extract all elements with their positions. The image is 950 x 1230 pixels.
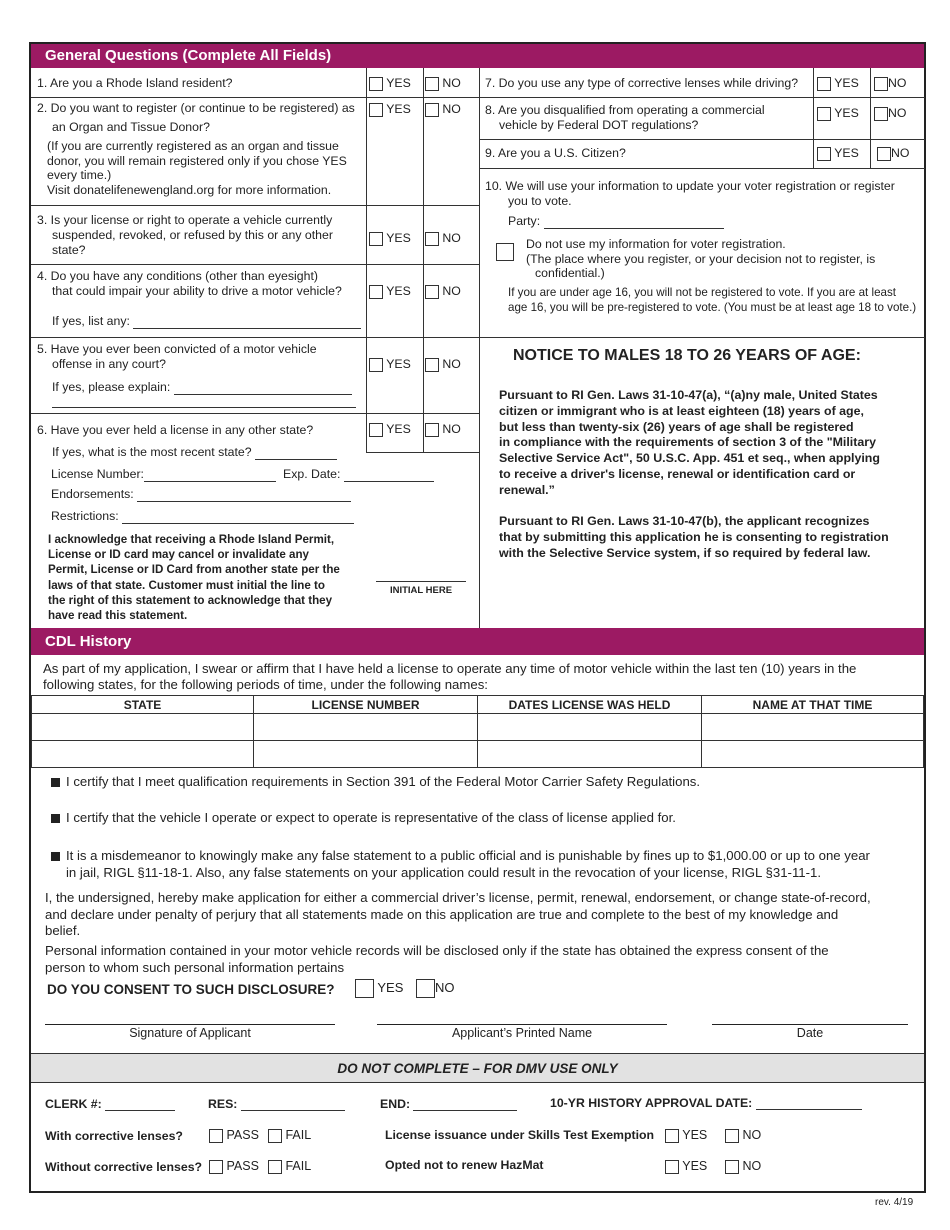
- q4-no-checkbox[interactable]: [425, 285, 439, 299]
- without-lenses-label: Without corrective lenses?: [45, 1160, 203, 1174]
- certification-2: I certify that the vehicle I operate or expect to operate is representative of the class of license applied for.: [51, 810, 676, 825]
- with-lenses-label: With corrective lenses?: [45, 1129, 183, 1143]
- with-lenses-pass-checkbox[interactable]: [209, 1129, 223, 1143]
- q4-yes-checkbox[interactable]: [369, 285, 383, 299]
- end-field[interactable]: END:: [380, 1097, 517, 1111]
- q8-yes-checkbox[interactable]: [817, 107, 831, 121]
- cdl-history-table: [31, 695, 924, 768]
- consent-yes-checkbox[interactable]: [355, 979, 374, 998]
- cdl-table-header-row: [32, 696, 924, 714]
- table-cell[interactable]: [32, 714, 254, 741]
- cdl-history-header: CDL History: [31, 628, 924, 655]
- table-cell[interactable]: [702, 741, 924, 768]
- hazmat-yes-checkbox[interactable]: [665, 1160, 679, 1174]
- q2-yes-checkbox[interactable]: [369, 103, 383, 117]
- notice-paragraph-1: Pursuant to RI Gen. Laws 31-10-47(a), “(a)ny male, United States citizen or immigrant who is at least eighteen (18) years of age, but less than twenty-six (26) years of age shall be registered in compliance with the requirements of section 3 of the "Military Selective Service Act", 50 U.S.C. App. 451 et seq., when applying to receive a driver's license, renewal or identification card or renewal.”: [499, 388, 880, 497]
- col-name-at-time: NAME AT THAT TIME: [702, 696, 924, 714]
- q6-endorsements-field[interactable]: Endorsements:: [51, 487, 351, 502]
- dmv-use-only-header: DO NOT COMPLETE – FOR DMV USE ONLY: [31, 1053, 924, 1083]
- col-dates-held: DATES LICENSE WAS HELD: [478, 696, 702, 714]
- q2-no-checkbox[interactable]: [425, 103, 439, 117]
- yes-label: YES: [386, 76, 411, 90]
- res-field[interactable]: RES:: [208, 1097, 345, 1111]
- question-2: 2. Do you want to register (or continue to be registered) as an Organ and Tissue Donor? (If you are currently registered as an organ and tissue donor, you will remain registered only if you chose YES every time.) Visit donatelifenewengland.org for more information.: [37, 101, 355, 197]
- consent-no-checkbox[interactable]: [416, 979, 435, 998]
- certification-3: It is a misdemeanor to knowingly make any false statement to a public official and is punishable by fines up to $1,000.00 or up to one year in jail, RIGL §11-18-1. Also, any false statements on your application could result in the revocation of your license, RIGL §31-11-1.: [51, 848, 870, 881]
- q10-age-note: If you are under age 16, you will not be registered to vote. If you are at least age 16, you will be pre-registered to vote. (You must be at least age 18 to vote.): [508, 286, 917, 314]
- table-cell[interactable]: [702, 714, 924, 741]
- skills-yes-checkbox[interactable]: [665, 1129, 679, 1143]
- date-line[interactable]: [712, 1024, 908, 1025]
- clerk-field[interactable]: CLERK #:: [45, 1097, 175, 1111]
- table-cell[interactable]: [478, 714, 702, 741]
- bullet-icon: [51, 852, 60, 861]
- question-7: 7. Do you use any type of corrective lenses while driving?: [485, 76, 799, 90]
- no-label: NO: [442, 76, 461, 90]
- printed-name-label: Applicant’s Printed Name: [451, 1026, 593, 1040]
- question-9: 9. Are you a U.S. Citizen?: [485, 146, 626, 160]
- signature-line[interactable]: [45, 1024, 335, 1025]
- question-6: 6. Have you ever held a license in any other state?: [37, 423, 314, 437]
- q4-list-field[interactable]: If yes, list any:: [52, 314, 361, 329]
- bullet-icon: [51, 778, 60, 787]
- question-8: 8. Are you disqualified from operating a commercial vehicle by Federal DOT regulations?: [485, 103, 765, 132]
- q6-recent-state-field[interactable]: If yes, what is the most recent state?: [52, 445, 337, 460]
- cdl-intro: As part of my application, I swear or affirm that I have held a license to operate any time of motor vehicle within the last ten (10) years in the following states, for the following periods of time, under the following names:: [43, 661, 857, 692]
- acknowledgement-statement: I acknowledge that receiving a Rhode Island Permit, License or ID card may cancel or invalidate any Permit, License or ID Card from another state per the laws of that state. Customer must initial the line to the right of this statement to acknowledge that they have read this statement.: [48, 533, 340, 623]
- notice-paragraph-2: Pursuant to RI Gen. Laws 31-10-47(b), the applicant recognizes that by submitting this application he is consenting to registration with the Selective Service system, if so required by federal law.: [499, 514, 889, 560]
- q3-yes-checkbox[interactable]: [369, 232, 383, 246]
- initial-here-label: INITIAL HERE: [389, 585, 453, 596]
- consent-question: DO YOU CONSENT TO SUCH DISCLOSURE?: [47, 982, 335, 997]
- q1-no-checkbox[interactable]: [425, 77, 439, 91]
- question-4: 4. Do you have any conditions (other than eyesight) that could impair your ability to drive a motor vehicle?: [37, 269, 342, 298]
- personal-info-notice: Personal information contained in your motor vehicle records will be disclosed only if the state has obtained the express consent of the person to whom such personal information pertains: [45, 943, 829, 975]
- question-10: 10. We will use your information to update your voter registration or register you to vote.: [485, 179, 895, 208]
- date-label: Date: [796, 1026, 824, 1040]
- col-state: STATE: [32, 696, 254, 714]
- q10-opt-out-text: Do not use my information for voter registration. (The place where you register, or your decision not to register, is confidential.): [526, 237, 876, 280]
- printed-name-line[interactable]: [377, 1024, 667, 1025]
- table-row: [32, 714, 924, 741]
- without-lenses-pass-checkbox[interactable]: [209, 1160, 223, 1174]
- q7-no-checkbox[interactable]: [874, 77, 888, 91]
- table-row: [32, 741, 924, 768]
- table-cell[interactable]: [32, 741, 254, 768]
- q6-restrictions-field[interactable]: Restrictions:: [51, 509, 354, 524]
- col-license-number: LICENSE NUMBER: [254, 696, 478, 714]
- table-cell[interactable]: [254, 741, 478, 768]
- q10-party-field[interactable]: Party:: [508, 214, 724, 229]
- question-1: 1. Are you a Rhode Island resident?: [37, 76, 233, 90]
- q6-exp-date-field[interactable]: Exp. Date:: [283, 467, 434, 482]
- revision-label: rev. 4/19: [875, 1197, 914, 1208]
- question-5: 5. Have you ever been convicted of a motor vehicle offense in any court?: [37, 342, 317, 371]
- notice-title: NOTICE TO MALES 18 TO 26 YEARS OF AGE:: [513, 347, 861, 364]
- q7-yes-checkbox[interactable]: [817, 77, 831, 91]
- q8-no-checkbox[interactable]: [874, 107, 888, 121]
- question-3: 3. Is your license or right to operate a vehicle currently suspended, revoked, or refused by this or any other state?: [37, 213, 333, 257]
- q5-explain-field[interactable]: If yes, please explain:: [52, 380, 352, 395]
- signature-label: Signature of Applicant: [129, 1026, 251, 1040]
- q6-yes-checkbox[interactable]: [369, 423, 383, 437]
- q5-no-checkbox[interactable]: [425, 358, 439, 372]
- q6-license-number-field[interactable]: License Number:: [51, 467, 276, 482]
- q9-no-checkbox[interactable]: [877, 147, 891, 161]
- table-cell[interactable]: [254, 714, 478, 741]
- declaration: I, the undersigned, hereby make application for either a commercial driver’s license, permit, renewal, endorsement, or change state-of-record, and declare under penalty of perjury that all statements made on this application are true and complete to the best of my knowledge and belief.: [45, 890, 871, 938]
- q9-yes-checkbox[interactable]: [817, 147, 831, 161]
- q1-yes-checkbox[interactable]: [369, 77, 383, 91]
- without-lenses-fail-checkbox[interactable]: [268, 1160, 282, 1174]
- with-lenses-fail-checkbox[interactable]: [268, 1129, 282, 1143]
- q10-opt-out-checkbox[interactable]: [496, 243, 514, 261]
- bullet-icon: [51, 814, 60, 823]
- skills-test-label: License issuance under Skills Test Exemption: [385, 1128, 655, 1142]
- q3-no-checkbox[interactable]: [425, 232, 439, 246]
- table-cell[interactable]: [478, 741, 702, 768]
- certification-1: I certify that I meet qualification requirements in Section 391 of the Federal Motor Carrier Safety Regulations.: [51, 774, 700, 789]
- q5-yes-checkbox[interactable]: [369, 358, 383, 372]
- hazmat-no-checkbox[interactable]: [725, 1160, 739, 1174]
- general-questions-header: General Questions (Complete All Fields): [31, 44, 924, 68]
- q6-no-checkbox[interactable]: [425, 423, 439, 437]
- initial-line[interactable]: [376, 581, 466, 582]
- skills-no-checkbox[interactable]: [725, 1129, 739, 1143]
- approval-date-field[interactable]: 10-YR HISTORY APPROVAL DATE:: [550, 1096, 862, 1110]
- hazmat-label: Opted not to renew HazMat: [385, 1158, 544, 1172]
